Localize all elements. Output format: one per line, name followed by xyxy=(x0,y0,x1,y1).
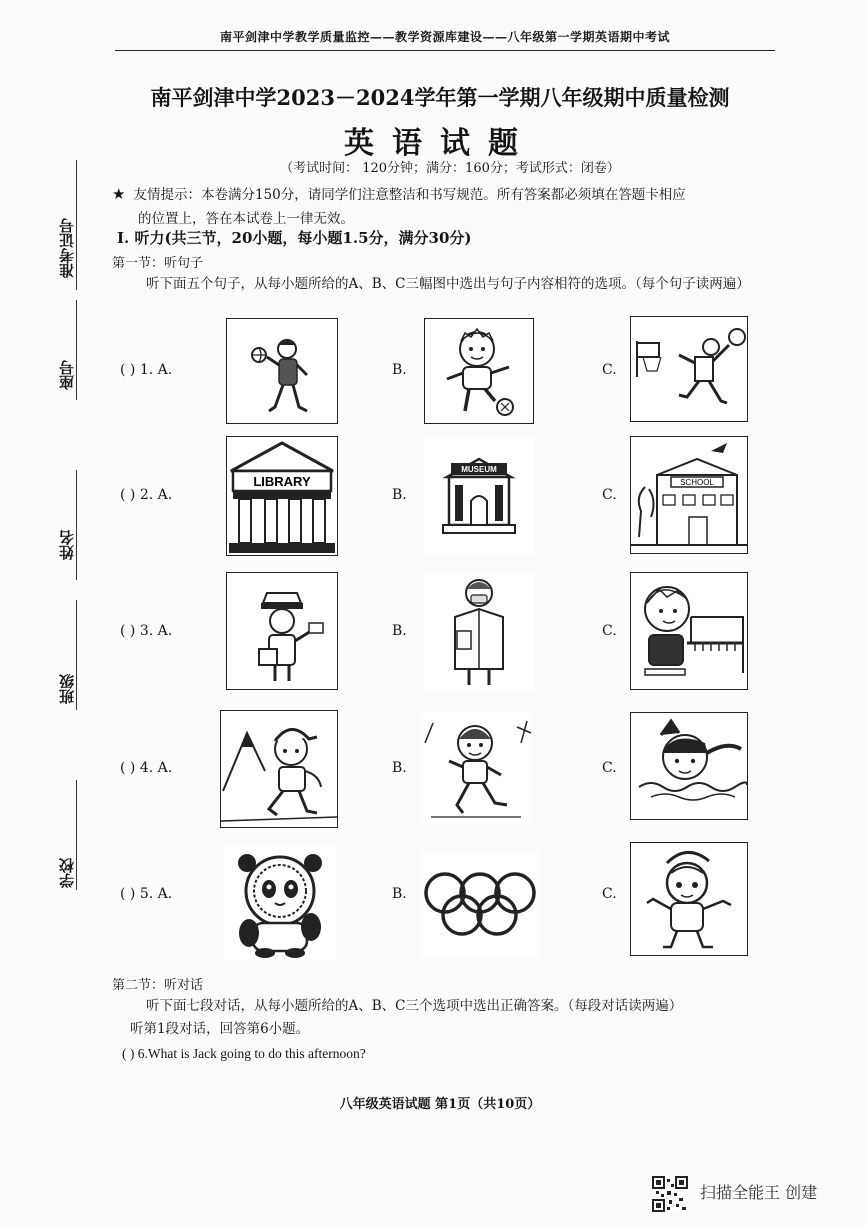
page-footer: 八年级英语试题 第1页（共10页） xyxy=(339,1097,541,1112)
option-b-label: B. xyxy=(392,487,407,503)
qr-code-icon xyxy=(652,1176,688,1212)
option-c-label: C. xyxy=(602,362,617,378)
running-boy-icon[interactable] xyxy=(420,712,532,824)
option-b-label: B. xyxy=(392,623,407,639)
panda-mascot-icon[interactable] xyxy=(224,846,336,960)
library-building-icon[interactable] xyxy=(226,436,338,556)
olympic-rings-icon[interactable] xyxy=(420,852,540,958)
side-label-seat: 座号 xyxy=(58,360,76,390)
scanner-watermark: 扫描全能王 创建 xyxy=(700,1183,818,1202)
tip-line2: 的位置上，答在本试卷上一律无效。 xyxy=(138,211,354,227)
side-line xyxy=(76,600,77,710)
exam-title: 南平剑津中学2023－2024学年第一学期八年级期中质量检测 xyxy=(150,85,730,110)
option-b-label: B. xyxy=(392,886,407,902)
question-5-label: ( ) 5. A. xyxy=(120,886,173,902)
question-4-label: ( ) 4. A. xyxy=(120,760,173,776)
school-building-icon[interactable] xyxy=(630,436,748,554)
question-6: ( ) 6.What is Jack going to do this afternoon? xyxy=(122,1046,366,1061)
part2-title: 第二节：听对话 xyxy=(112,978,204,993)
doctor-icon[interactable] xyxy=(424,572,534,690)
header-rule xyxy=(115,50,775,51)
school-sign: SCHOOL xyxy=(680,478,714,487)
tip-line1: 友情提示：本卷满分150分，请同学们注意整洁和书写规范。所有答案都必须填在答题卡相应 xyxy=(133,187,686,203)
hiking-girl-icon[interactable] xyxy=(220,710,338,828)
option-b-label: B. xyxy=(392,362,407,378)
part1-title: 第一节：听句子 xyxy=(112,256,204,271)
section1-title: I. 听力(共三节，20小题，每小题1.5分，满分30分) xyxy=(117,229,472,247)
swimming-boy-icon[interactable] xyxy=(630,712,748,820)
question-2-label: ( ) 2. A. xyxy=(120,487,173,503)
postman-icon[interactable] xyxy=(226,572,338,690)
soccer-boy-icon[interactable] xyxy=(424,318,534,424)
side-line xyxy=(76,470,77,580)
question-3-label: ( ) 3. A. xyxy=(120,623,173,639)
museum-sign: MUSEUM xyxy=(461,465,497,474)
star-icon: ★ xyxy=(112,185,126,203)
side-line xyxy=(76,780,77,890)
pianist-icon[interactable] xyxy=(630,572,748,690)
side-label-name: 姓名 xyxy=(58,530,76,560)
option-c-label: C. xyxy=(602,760,617,776)
side-line xyxy=(76,300,77,400)
library-sign: LIBRARY xyxy=(253,474,311,489)
dialog1-instruction: 听第1段对话，回答第6小题。 xyxy=(130,1021,310,1037)
volleyball-player-icon[interactable] xyxy=(226,318,338,424)
exam-info: （考试时间： 120分钟；满分：160分；考试形式：闭卷） xyxy=(280,161,620,176)
museum-building-icon[interactable] xyxy=(424,436,534,556)
side-line xyxy=(76,160,77,290)
part2-instruction: 听下面七段对话，从每小题所给的A、B、C三个选项中选出正确答案。（每段对话读两遍） xyxy=(146,998,683,1014)
friendly-tip xyxy=(112,182,772,231)
exam-subtitle: 英语试题 xyxy=(344,126,536,161)
part1-instruction: 听下面五个句子，从每小题所给的A、B、C三幅图中选出与句子内容相符的选项。（每个句子读两遍） xyxy=(146,276,750,292)
basketball-player-icon[interactable] xyxy=(630,316,748,422)
side-label-school: 学校 xyxy=(58,858,76,888)
option-b-label: B. xyxy=(392,760,407,776)
side-label-exam-number: 准考证号 xyxy=(58,218,76,278)
option-c-label: C. xyxy=(602,487,617,503)
option-c-label: C. xyxy=(602,886,617,902)
header-banner: 南平剑津中学教学质量监控——教学资源库建设——八年级第一学期英语期中考试 xyxy=(219,30,670,44)
mascot-character-icon[interactable] xyxy=(630,842,748,956)
question-1-label: ( ) 1. A. xyxy=(120,362,173,378)
side-label-class: 班级 xyxy=(58,674,76,704)
option-c-label: C. xyxy=(602,623,617,639)
